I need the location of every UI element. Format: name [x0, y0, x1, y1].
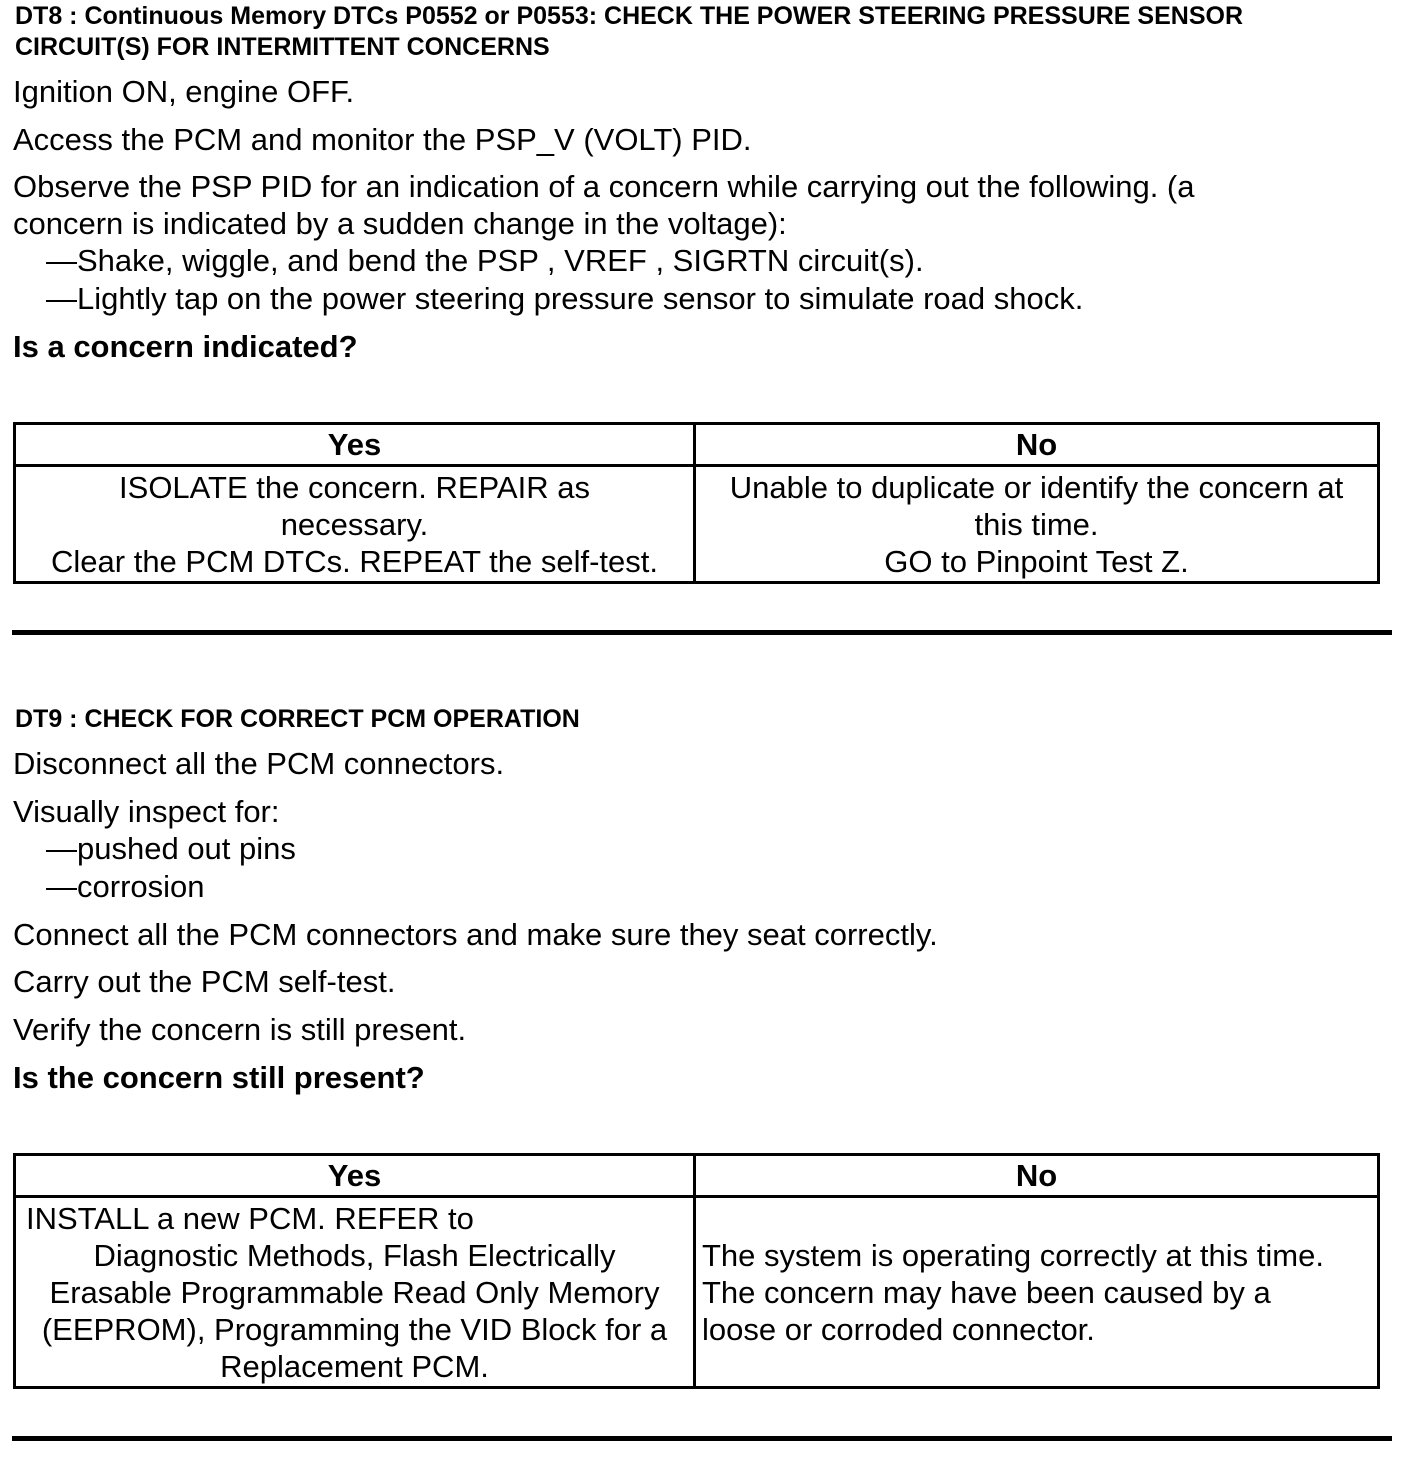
dt9-step-1: Disconnect all the PCM connectors.: [13, 746, 505, 781]
dt8-yes-line: ISOLATE the concern. REPAIR as: [119, 470, 590, 505]
dt8-decision-table: [13, 422, 1380, 584]
dt8-table-body: [16, 467, 1377, 581]
dt8-step-1: Ignition ON, engine OFF.: [13, 74, 355, 109]
dt9-no-cell: [696, 1198, 1377, 1386]
dt9-yes-header: Yes: [16, 1156, 696, 1195]
dt9-step-3: Connect all the PCM connectors and make sure they seat correctly.: [13, 917, 938, 952]
dt9-no-line: The system is operating correctly at this time.: [702, 1238, 1324, 1273]
dt9-heading: DT9 : CHECK FOR CORRECT PCM OPERATION: [15, 705, 580, 733]
dt9-question: Is the concern still present?: [13, 1060, 425, 1095]
dt8-yes-cell: [16, 467, 696, 581]
dt8-step-3-line2: concern is indicated by a sudden change in the voltage):: [13, 206, 787, 241]
dt9-step-2: Visually inspect for:: [13, 794, 280, 829]
dt8-step-3-line1: Observe the PSP PID for an indication of a concern while carrying out the following. (a: [13, 169, 1195, 204]
dt9-table-body: [16, 1198, 1377, 1386]
dt9-bullet-2: —corrosion: [46, 869, 205, 904]
dt9-yes-line: (EEPROM), Programming the VID Block for a: [41, 1312, 668, 1347]
dt8-no-line: this time.: [974, 507, 1099, 542]
dt9-step-5: Verify the concern is still present.: [13, 1012, 467, 1047]
dt8-table-header: [16, 425, 1377, 467]
dt9-step-4: Carry out the PCM self-test.: [13, 964, 396, 999]
dt9-yes-line: Erasable Programmable Read Only Memory: [49, 1275, 660, 1310]
dt9-table-header: [16, 1156, 1377, 1198]
dt9-no-line: The concern may have been caused by a: [702, 1275, 1271, 1310]
dt8-heading-line2: CIRCUIT(S) FOR INTERMITTENT CONCERNS: [15, 33, 550, 61]
dt9-yes-line: Replacement PCM.: [220, 1349, 489, 1384]
dt8-yes-line: Clear the PCM DTCs. REPEAT the self-test.: [51, 544, 658, 579]
dt8-no-line: GO to Pinpoint Test Z.: [884, 544, 1189, 579]
section-divider: [12, 630, 1392, 635]
dt9-yes-line: Diagnostic Methods, Flash Electrically: [93, 1238, 616, 1273]
dt8-yes-header: Yes: [16, 425, 696, 464]
dt8-no-cell: [696, 467, 1377, 581]
dt8-no-line: Unable to duplicate or identify the concern at: [729, 470, 1344, 505]
dt9-no-line: loose or corroded connector.: [702, 1312, 1095, 1347]
dt8-bullet-1: —Shake, wiggle, and bend the PSP , VREF , SIGRTN circuit(s).: [46, 243, 924, 278]
dt8-step-2: Access the PCM and monitor the PSP_V (VOLT) PID.: [13, 122, 752, 157]
dt9-yes-cell: [16, 1198, 696, 1386]
dt9-no-header: No: [1015, 1158, 1058, 1193]
dt9-decision-table: [13, 1153, 1380, 1389]
dt8-bullet-2: —Lightly tap on the power steering pressure sensor to simulate road shock.: [46, 281, 1084, 316]
dt8-heading-line1: DT8 : Continuous Memory DTCs P0552 or P0553: CHECK THE POWER STEERING PRESSURE SENSOR: [15, 2, 1244, 30]
dt8-no-header: No: [1015, 427, 1058, 462]
dt9-bullet-1: —pushed out pins: [46, 831, 296, 866]
section-divider: [12, 1436, 1392, 1441]
dt8-yes-line: necessary.: [280, 507, 429, 542]
dt8-question: Is a concern indicated?: [13, 329, 358, 364]
dt9-yes-line: INSTALL a new PCM. REFER to: [26, 1201, 474, 1236]
